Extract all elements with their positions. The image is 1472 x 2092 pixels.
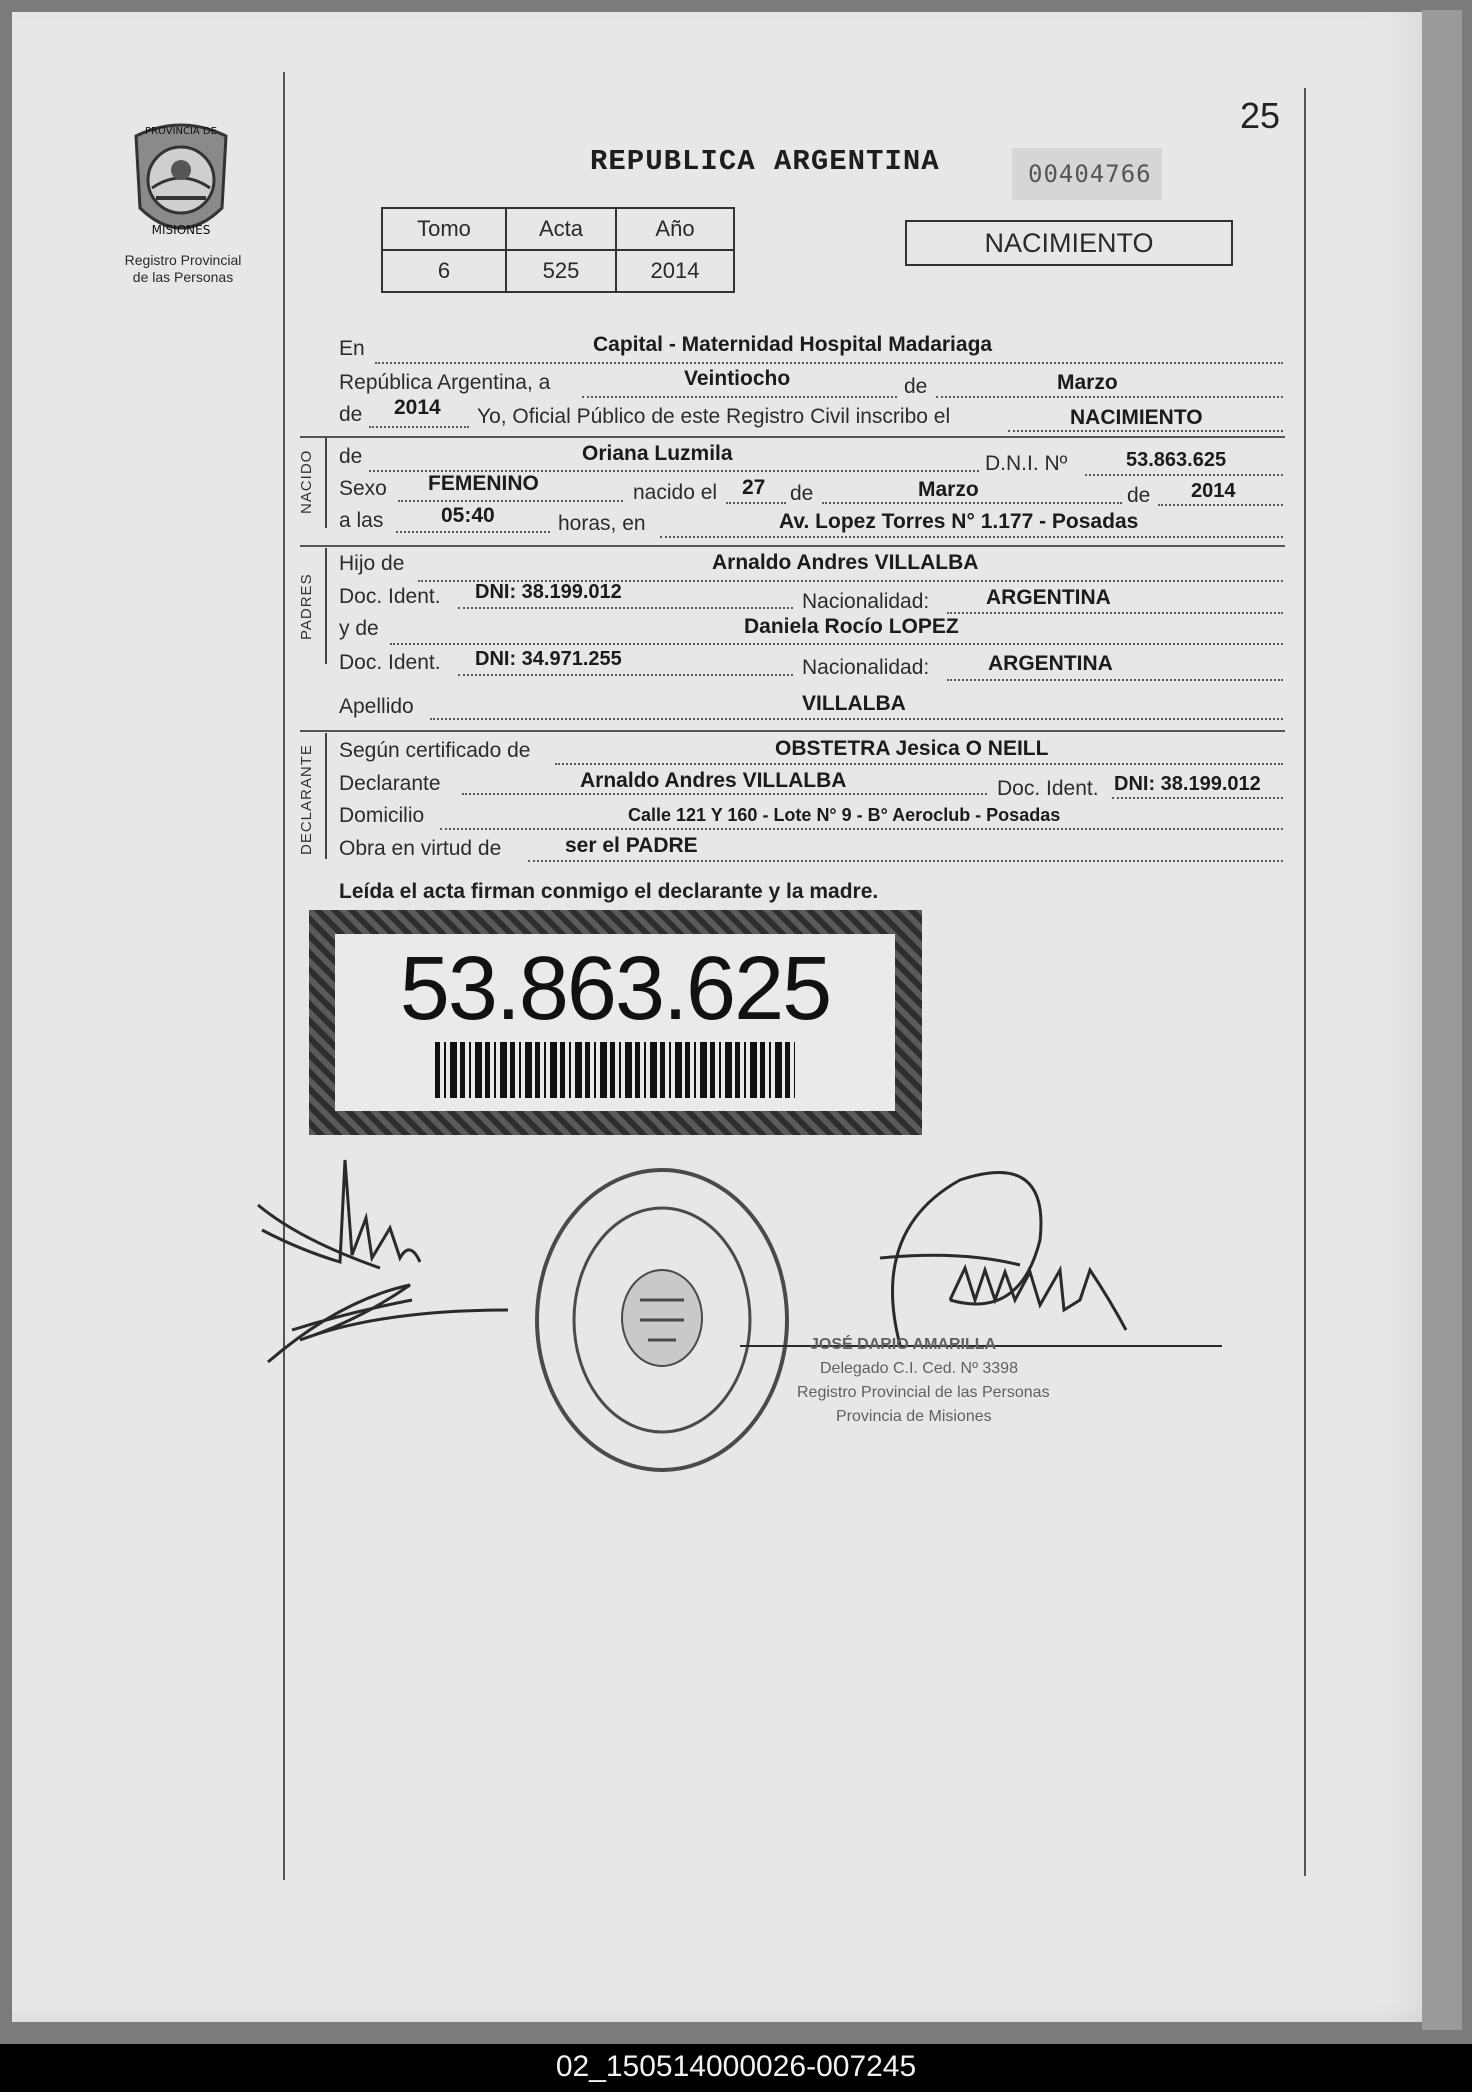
value-direccion-nac: Av. Lopez Torres N° 1.177 - Posadas (779, 510, 1139, 533)
value-nac-mes: Marzo (918, 478, 979, 501)
value-dia-letras: Veintiocho (684, 367, 791, 390)
scan-file-id: 02_150514000026-007245 (555, 2050, 917, 2083)
record-type-box: NACIMIENTO (905, 220, 1233, 266)
acta-value: 525 (506, 250, 616, 292)
closing-statement: Leída el acta firman conmigo el declarante y la madre. (339, 880, 879, 903)
label-domicilio: Domicilio (339, 804, 425, 827)
value-tipo: NACIMIENTO (1070, 406, 1203, 429)
label-doc-ident: Doc. Ident. (339, 585, 441, 608)
label-apellido: Apellido (339, 695, 414, 718)
value-sexo: FEMENINO (428, 472, 539, 495)
label-sexo: Sexo (339, 477, 387, 500)
label-doc-ident: Doc. Ident. (339, 651, 441, 674)
value-madre: Daniela Rocío LOPEZ (744, 615, 959, 638)
mother-signature-icon (268, 1285, 508, 1362)
value-certificado: OBSTETRA Jesica O NEILL (775, 737, 1049, 760)
value-dni: 53.863.625 (1126, 449, 1227, 471)
anio-header: Año (616, 208, 734, 250)
stamp-province: Provincia de Misiones (836, 1408, 992, 1425)
official-signature-icon (740, 1173, 1222, 1347)
label-nacido-el: nacido el (633, 481, 718, 504)
label-de: de (339, 403, 363, 426)
tomo-header: Tomo (382, 208, 506, 250)
label-declarante: Declarante (339, 772, 441, 795)
seal-top-text: PROVINCIA DE (145, 126, 217, 137)
side-label-declarante: DECLARANTE (298, 744, 315, 855)
value-domicilio: Calle 121 Y 160 - Lote N° 9 - B° Aeroclub - Posadas (628, 805, 1061, 825)
seal-bottom-text: MISIONES (151, 223, 211, 237)
value-nac-anio: 2014 (1191, 480, 1236, 502)
stamp-role: Delegado C.I. Ced. Nº 3398 (820, 1360, 1018, 1377)
label-y-de: y de (339, 617, 379, 640)
value-declarante: Arnaldo Andres VILLALBA (580, 769, 847, 792)
value-lugar: Capital - Maternidad Hospital Madariaga (593, 333, 993, 356)
serial-number: 00404766 (1028, 160, 1152, 188)
label-de: de (1127, 484, 1151, 507)
dni-sticker-number: 53.863.625 (399, 939, 831, 1039)
value-apellido: VILLALBA (802, 692, 906, 715)
stamp-signer: JOSÉ DARIO AMARILLA (810, 1336, 997, 1353)
label-nacionalidad: Nacionalidad: (802, 656, 930, 679)
declarant-signature-icon (258, 1160, 420, 1268)
label-de: de (790, 482, 814, 505)
page-number: 25 (1240, 95, 1281, 136)
label-nacionalidad: Nacionalidad: (802, 590, 930, 613)
label-doc-ident: Doc. Ident. (997, 777, 1099, 800)
tomo-value: 6 (382, 250, 506, 292)
label-yo-oficial: Yo, Oficial Público de este Registro Civil inscribo el (477, 405, 951, 428)
value-madre-nac: ARGENTINA (988, 652, 1113, 675)
label-republica: República Argentina, a (339, 371, 551, 394)
value-padre-nac: ARGENTINA (986, 586, 1111, 609)
document-title: REPUBLICA ARGENTINA (590, 145, 940, 178)
registry-name: Registro Provincial de las Personas (124, 252, 242, 285)
value-nac-dia: 27 (742, 476, 766, 499)
value-nombre: Oriana Luzmila (582, 442, 733, 465)
label-en: En (339, 337, 365, 360)
label-de: de (339, 445, 363, 468)
value-obra: ser el PADRE (565, 834, 698, 857)
label-horas-en: horas, en (558, 512, 646, 535)
side-label-nacido: NACIDO (298, 449, 315, 514)
stamp-office: Registro Provincial de las Personas (797, 1384, 1050, 1401)
value-declarante-dni: DNI: 38.199.012 (1114, 773, 1261, 795)
value-madre-dni: DNI: 34.971.255 (475, 648, 622, 670)
label-dni: D.N.I. Nº (985, 452, 1068, 475)
value-padre: Arnaldo Andres VILLALBA (712, 551, 979, 574)
value-padre-dni: DNI: 38.199.012 (475, 581, 622, 603)
label-de: de (904, 375, 928, 398)
label-segun: Según certificado de (339, 739, 531, 762)
value-anio: 2014 (394, 396, 441, 419)
value-mes: Marzo (1057, 371, 1118, 394)
anio-value: 2014 (616, 250, 734, 292)
official-stamp-icon (537, 1170, 787, 1470)
acta-header: Acta (506, 208, 616, 250)
side-label-padres: PADRES (298, 573, 315, 640)
label-hijo-de: Hijo de (339, 552, 405, 575)
label-obra: Obra en virtud de (339, 837, 502, 860)
label-a-las: a las (339, 509, 384, 532)
value-hora: 05:40 (441, 504, 495, 527)
